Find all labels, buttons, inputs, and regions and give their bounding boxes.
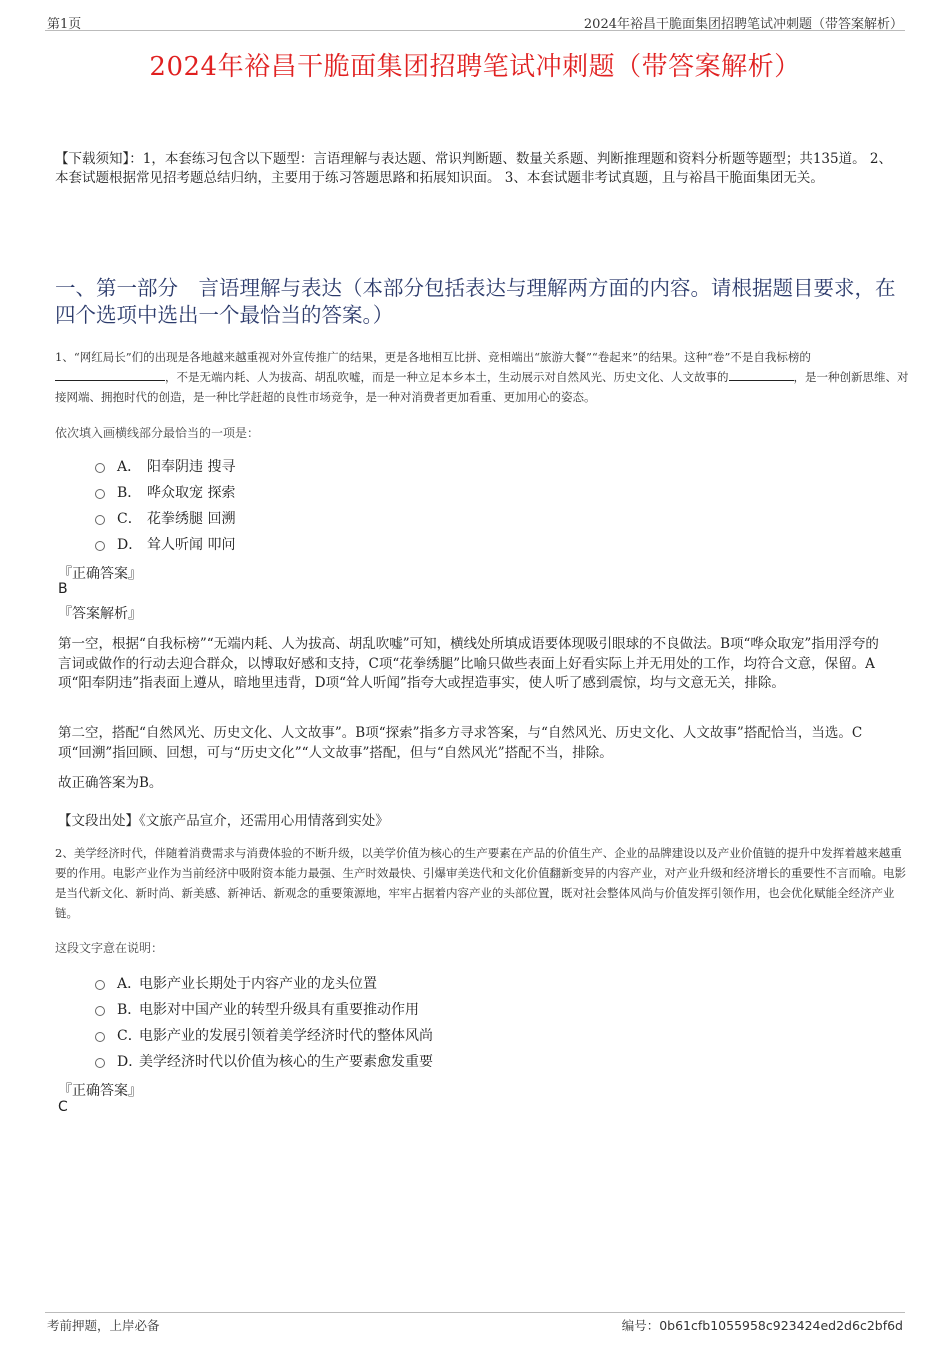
blank-2	[729, 368, 794, 381]
footer-code: 编号：0b61cfb1055958c923424ed2d6c2bf6d	[621, 1318, 903, 1333]
header-doc-title: 2024年裕昌干脆面集团招聘笔试冲刺题（带答案解析）	[583, 17, 903, 32]
analysis-paragraph-2: 第二空，搭配“自然风光、历史文化、人文故事”。B项“探索”指多方寻求答案，与“自然风光、历史文化、人文故事”搭配恰当，当选。C项“回溯”指回顾、回想，可与“历史文化”“人文故事”搭配，但与“自然风光”搭配不当，排除。	[58, 725, 863, 761]
question-1-text: 1、“网红局长”们的出现是各地越来越重视对外宣传推广的结果，更是各地相互比拼、竞相端出“旅游大餐”“卷起来”的结果。这种“卷”不是自我标榜的，不是无端内耗、人为拔高、胡乱吹嘘，而是一种立足本乡本土，生动展示对自然风光、历史文化、人文故事的 ，是一种创新思维、对接网端、拥抱时代的创造，是一种比学赶超的良性市场竞争，是一种对消费者更加看重、更加用心的姿态。	[55, 350, 909, 404]
option-b[interactable]: B． 电影对中国产业的转型升级具有重要推动作用	[95, 996, 433, 1022]
footer-slogan: 考前押题，上岸必备	[47, 1318, 160, 1333]
page-header	[45, 10, 905, 31]
answer-label: 『正确答案』	[58, 1083, 142, 1099]
question-2-prompt: 这段文字意在说明：	[55, 941, 164, 955]
passage-source: 【文段出处】《文旅产品宣介，还需用心用情落到实处》	[58, 813, 389, 829]
question-2-text: 2、美学经济时代，伴随着消费需求与消费体验的不断升级，以美学价值为核心的生产要素在产品的价值生产、企业的品牌建设以及产业价值链的提升中发挥着越来越重要的作用。电影产业作为当前经济中吸附资本能力最强、生产时效最快、引爆审美迭代和文化价值翻新变异的内容产业，对产业升级和经济增长的重要性不言而喻。电影是当代新文化、新时尚、新美感、新神话、新观念的重要策源地，牢牢占据着内容产业的头部位置，既对社会整体风尚与价值发挥引领作用，也会优化赋能全经济产业链。	[55, 846, 906, 920]
option-d[interactable]: D． 耸人听闻 叩问	[95, 531, 235, 557]
question-1-prompt: 依次填入画横线部分最恰当的一项是：	[55, 426, 260, 440]
analysis-label: 『答案解析』	[58, 606, 142, 622]
download-notice: 【下载须知】：1，本套练习包含以下题型：言语理解与表达题、常识判断题、数量关系题、判断推理题和资料分析题等题型；共135道。 2、本套试题根据常见招考题总结归纳，主要用于练习答题思路和拓展知识面。 3、本套试题非考试真题，且与裕昌干脆面集团无关。	[55, 151, 892, 186]
answer-label: 『正确答案』	[58, 566, 142, 582]
radio-icon[interactable]	[95, 980, 105, 990]
section-heading: 一、第一部分 言语理解与表达（本部分包括表达与理解两方面的内容。请根据题目要求，在四个选项中选出一个最恰当的答案。）	[55, 276, 896, 327]
page-number: 第1页	[47, 17, 82, 32]
page-footer	[45, 1312, 905, 1333]
option-b[interactable]: B． 哗众取宠 探索	[95, 479, 235, 505]
option-c[interactable]: C． 电影产业的发展引领着美学经济时代的整体风尚	[95, 1022, 433, 1048]
option-a[interactable]: A． 阳奉阴违 搜寻	[95, 453, 235, 479]
option-d[interactable]: D． 美学经济时代以价值为核心的生产要素愈发重要	[95, 1048, 433, 1074]
answer-value: C	[58, 1099, 68, 1115]
radio-icon[interactable]	[95, 541, 105, 551]
blank-1	[55, 368, 165, 381]
option-a[interactable]: A． 电影产业长期处于内容产业的龙头位置	[95, 970, 433, 996]
analysis-conclusion: 故正确答案为B。	[58, 775, 163, 791]
radio-icon[interactable]	[95, 1058, 105, 1068]
option-c[interactable]: C． 花拳绣腿 回溯	[95, 505, 235, 531]
radio-icon[interactable]	[95, 515, 105, 525]
radio-icon[interactable]	[95, 1006, 105, 1016]
radio-icon[interactable]	[95, 489, 105, 499]
analysis-paragraph-1: 第一空，根据“自我标榜”“无端内耗、人为拔高、胡乱吹嘘”可知，横线处所填成语要体现吸引眼球的不良做法。B项“哗众取宠”指用浮夸的言词或做作的行动去迎合群众，以博取好感和支持，C项“花拳绣腿”比喻只做些表面上好看实际上并无用处的工作，均符合文意，保留。A项“阳奉阴违”指表面上遵从，暗地里违背，D项“耸人听闻”指夸大或捏造事实，使人听了感到震惊，均与文意无关，排除。	[58, 636, 879, 691]
document-title: 2024年裕昌干脆面集团招聘笔试冲刺题（带答案解析）	[149, 52, 801, 82]
radio-icon[interactable]	[95, 1032, 105, 1042]
question-2-options	[95, 970, 433, 1074]
question-1-options	[95, 453, 235, 557]
radio-icon[interactable]	[95, 463, 105, 473]
answer-value: B	[58, 581, 68, 597]
